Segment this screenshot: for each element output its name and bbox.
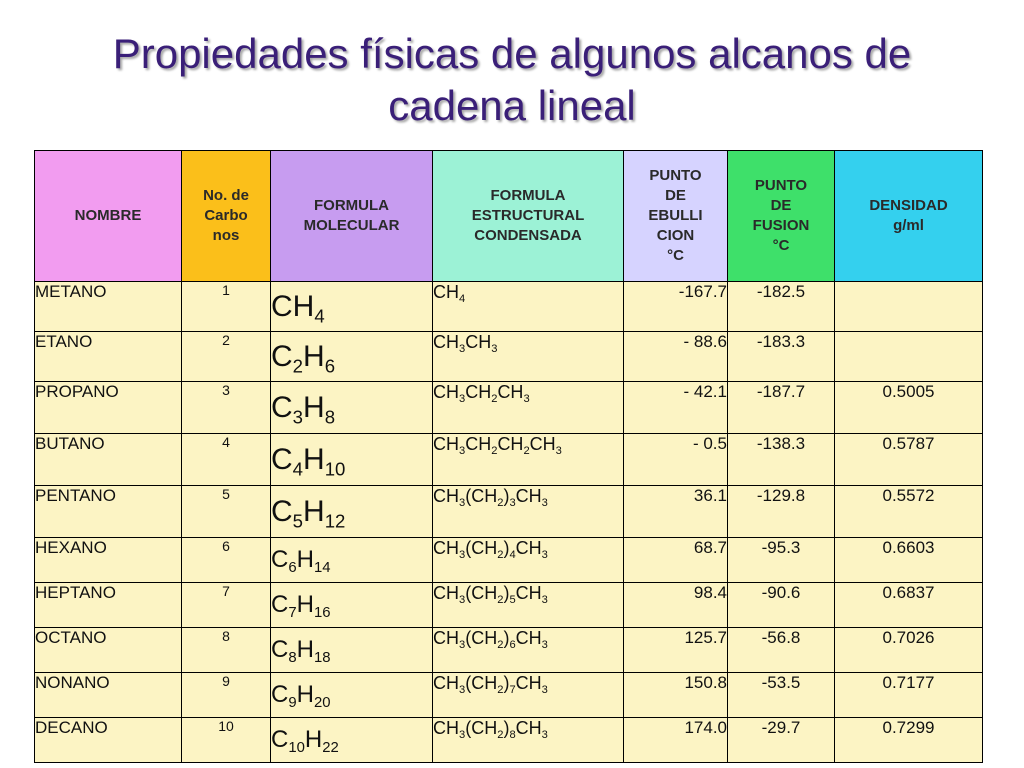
header-ebullicion-line: °C	[667, 247, 684, 264]
formula-text: CH	[515, 583, 542, 603]
header-carbonos	[182, 151, 271, 282]
formula-text: CH	[433, 382, 459, 402]
formula-text: CH	[433, 718, 459, 738]
formula-subscript: 8	[288, 650, 297, 667]
formula-subscript: 3	[459, 444, 466, 457]
formula-text: CH	[465, 382, 492, 402]
cell-fusion: -29.7	[728, 718, 835, 763]
formula-text: CH	[271, 289, 315, 323]
formula-text: H	[296, 546, 314, 573]
cell-nombre: PENTANO	[35, 486, 182, 538]
cell-formula-estructural	[433, 282, 624, 332]
formula-text: )	[503, 486, 510, 506]
cell-fusion: -90.6	[728, 583, 835, 628]
formula-text: (CH	[465, 718, 498, 738]
header-fusion-line: FUSION	[752, 217, 810, 234]
formula-subscript: 3	[491, 342, 498, 355]
formula-subscript: 9	[288, 695, 297, 712]
cell-carbonos: 3	[182, 382, 271, 434]
header-densidad	[835, 151, 983, 282]
formula-subscript: 20	[313, 695, 331, 712]
formula-subscript: 10	[288, 740, 305, 757]
table-row	[35, 628, 983, 673]
header-carbonos-line: Carbo	[204, 207, 248, 224]
formula-text: CH	[515, 673, 542, 693]
cell-nombre: BUTANO	[35, 434, 182, 486]
formula-subscript: 4	[459, 292, 466, 305]
header-fusion-line: PUNTO	[754, 177, 808, 194]
formula-text: CH	[465, 434, 492, 454]
header-formula-estructural-line: CONDENSADA	[474, 227, 582, 244]
formula-subscript: 3	[459, 728, 466, 741]
header-carbonos-line: No. de	[203, 187, 249, 204]
formula-subscript: 2	[491, 392, 498, 405]
cell-ebullicion: 125.7	[624, 628, 728, 673]
formula-subscript: 6	[324, 355, 336, 376]
table-row	[35, 538, 983, 583]
cell-ebullicion: -167.7	[624, 282, 728, 332]
cell-ebullicion: - 0.5	[624, 434, 728, 486]
cell-densidad: 0.7177	[835, 673, 983, 718]
formula-text: H	[296, 681, 314, 708]
formula-text: H	[296, 591, 314, 618]
cell-nombre: PROPANO	[35, 382, 182, 434]
table-row	[35, 434, 983, 486]
header-ebullicion-line: CION	[656, 227, 695, 244]
cell-nombre: HEXANO	[35, 538, 182, 583]
cell-carbonos: 8	[182, 628, 271, 673]
formula-text: )	[503, 583, 510, 603]
formula-text: C	[271, 442, 293, 476]
alkanes-table	[34, 150, 983, 763]
cell-formula-estructural	[433, 673, 624, 718]
formula-text: C	[271, 681, 289, 708]
cell-formula-molecular	[271, 382, 433, 434]
cell-densidad	[835, 282, 983, 332]
header-fusion-line: DE	[770, 197, 792, 214]
formula-text: H	[304, 726, 323, 753]
header-formula-estructural-line: FORMULA	[490, 187, 566, 204]
cell-ebullicion: 36.1	[624, 486, 728, 538]
cell-densidad: 0.5005	[835, 382, 983, 434]
formula-subscript: 5	[509, 593, 516, 606]
formula-text: CH	[433, 282, 459, 302]
header-densidad-line: DENSIDAD	[869, 197, 948, 214]
formula-subscript: 12	[324, 510, 346, 531]
formula-subscript: 3	[541, 593, 548, 606]
formula-text: C	[271, 591, 289, 618]
cell-fusion: -56.8	[728, 628, 835, 673]
cell-ebullicion: 174.0	[624, 718, 728, 763]
cell-densidad: 0.5572	[835, 486, 983, 538]
formula-subscript: 3	[541, 728, 548, 741]
formula-subscript: 3	[541, 496, 548, 509]
formula-subscript: 3	[555, 444, 562, 457]
cell-densidad: 0.5787	[835, 434, 983, 486]
header-ebullicion-line: PUNTO	[649, 167, 702, 184]
cell-carbonos: 10	[182, 718, 271, 763]
cell-formula-molecular	[271, 282, 433, 332]
formula-subscript: 2	[497, 548, 504, 561]
formula-subscript: 3	[459, 548, 466, 561]
header-row	[35, 151, 983, 282]
formula-subscript: 2	[497, 593, 504, 606]
formula-text: )	[503, 673, 510, 693]
formula-text: CH	[515, 628, 542, 648]
cell-carbonos: 1	[182, 282, 271, 332]
formula-subscript: 4	[509, 548, 516, 561]
header-nombre-label: NOMBRE	[74, 207, 142, 224]
formula-subscript: 3	[459, 593, 466, 606]
cell-densidad: 0.7299	[835, 718, 983, 763]
cell-nombre: DECANO	[35, 718, 182, 763]
cell-nombre: METANO	[35, 282, 182, 332]
formula-subscript: 3	[459, 683, 466, 696]
formula-text: (CH	[465, 583, 498, 603]
title-line-1: Propiedades físicas de algunos alcanos de	[112, 30, 912, 77]
formula-subscript: 2	[497, 496, 504, 509]
table-row	[35, 486, 983, 538]
cell-carbonos: 5	[182, 486, 271, 538]
header-formula-estructural-line: ESTRUCTURAL	[471, 207, 585, 224]
formula-subscript: 2	[497, 638, 504, 651]
cell-formula-molecular	[271, 538, 433, 583]
cell-nombre: OCTANO	[35, 628, 182, 673]
cell-nombre: ETANO	[35, 332, 182, 382]
cell-formula-molecular	[271, 673, 433, 718]
formula-subscript: 6	[509, 638, 516, 651]
formula-text: CH	[433, 538, 459, 558]
formula-subscript: 4	[314, 305, 325, 326]
cell-ebullicion: - 42.1	[624, 382, 728, 434]
cell-ebullicion: 68.7	[624, 538, 728, 583]
cell-densidad: 0.6603	[835, 538, 983, 583]
formula-text: CH	[433, 434, 459, 454]
cell-formula-molecular	[271, 583, 433, 628]
formula-text: CH	[433, 673, 459, 693]
formula-text: CH	[433, 332, 459, 352]
cell-densidad: 0.7026	[835, 628, 983, 673]
formula-text: (CH	[465, 628, 498, 648]
formula-subscript: 2	[292, 355, 304, 376]
cell-fusion: -138.3	[728, 434, 835, 486]
formula-text: CH	[433, 583, 459, 603]
header-densidad-line: g/ml	[893, 217, 924, 234]
header-nombre	[35, 151, 182, 282]
formula-subscript: 8	[509, 728, 516, 741]
formula-subscript: 2	[523, 444, 530, 457]
formula-subscript: 3	[523, 392, 530, 405]
formula-text: )	[503, 538, 510, 558]
header-ebullicion	[624, 151, 728, 282]
formula-subscript: 7	[288, 605, 297, 622]
header-carbonos-line: nos	[212, 227, 240, 244]
header-formula-molecular	[271, 151, 433, 282]
formula-text: (CH	[465, 673, 498, 693]
formula-subscript: 3	[459, 638, 466, 651]
formula-text: C	[271, 494, 293, 528]
formula-text: H	[303, 339, 325, 373]
header-fusion	[728, 151, 835, 282]
table-row	[35, 718, 983, 763]
formula-subscript: 14	[313, 560, 331, 577]
table-row	[35, 282, 983, 332]
formula-subscript: 8	[324, 406, 336, 427]
formula-text: CH	[465, 332, 492, 352]
cell-formula-molecular	[271, 434, 433, 486]
title-line-2: cadena lineal	[388, 82, 636, 129]
cell-formula-molecular	[271, 332, 433, 382]
formula-subscript: 3	[541, 548, 548, 561]
header-ebullicion-line: DE	[665, 187, 686, 204]
formula-subscript: 5	[292, 510, 304, 531]
formula-subscript: 18	[313, 650, 331, 667]
formula-text: H	[303, 390, 325, 424]
table-row	[35, 583, 983, 628]
formula-text: C	[271, 726, 289, 753]
cell-fusion: -182.5	[728, 282, 835, 332]
cell-formula-estructural	[433, 486, 624, 538]
formula-text: CH	[515, 538, 542, 558]
cell-formula-molecular	[271, 718, 433, 763]
cell-nombre: HEPTANO	[35, 583, 182, 628]
cell-fusion: -95.3	[728, 538, 835, 583]
formula-subscript: 10	[324, 458, 346, 479]
cell-formula-estructural	[433, 332, 624, 382]
formula-text: CH	[515, 718, 542, 738]
formula-text: (CH	[465, 486, 498, 506]
cell-formula-estructural	[433, 382, 624, 434]
cell-fusion: -53.5	[728, 673, 835, 718]
header-formula-molecular-line: MOLECULAR	[303, 217, 400, 234]
table-body	[35, 282, 983, 763]
header-ebullicion-line: EBULLI	[648, 207, 703, 224]
cell-carbonos: 4	[182, 434, 271, 486]
cell-formula-estructural	[433, 718, 624, 763]
cell-formula-molecular	[271, 486, 433, 538]
cell-carbonos: 6	[182, 538, 271, 583]
cell-fusion: -183.3	[728, 332, 835, 382]
cell-carbonos: 2	[182, 332, 271, 382]
formula-subscript: 16	[313, 605, 331, 622]
cell-formula-estructural	[433, 583, 624, 628]
cell-densidad: 0.6837	[835, 583, 983, 628]
cell-nombre: NONANO	[35, 673, 182, 718]
formula-subscript: 3	[509, 496, 516, 509]
formula-subscript: 22	[322, 740, 339, 757]
formula-text: CH	[433, 628, 459, 648]
formula-subscript: 6	[288, 560, 297, 577]
formula-subscript: 3	[459, 392, 466, 405]
formula-subscript: 3	[459, 342, 466, 355]
formula-text: H	[303, 442, 325, 476]
table-row	[35, 673, 983, 718]
table-row	[35, 332, 983, 382]
formula-text: CH	[497, 434, 524, 454]
formula-text: CH	[529, 434, 556, 454]
formula-subscript: 2	[497, 728, 504, 741]
cell-densidad	[835, 332, 983, 382]
cell-fusion: -187.7	[728, 382, 835, 434]
cell-fusion: -129.8	[728, 486, 835, 538]
page-title	[0, 28, 1024, 132]
formula-text: H	[303, 494, 325, 528]
cell-ebullicion: - 88.6	[624, 332, 728, 382]
formula-text: )	[503, 718, 510, 738]
formula-text: C	[271, 546, 289, 573]
cell-carbonos: 9	[182, 673, 271, 718]
header-fusion-line: °C	[772, 237, 790, 254]
table-row	[35, 382, 983, 434]
formula-subscript: 2	[497, 683, 504, 696]
cell-carbonos: 7	[182, 583, 271, 628]
cell-ebullicion: 98.4	[624, 583, 728, 628]
formula-subscript: 3	[541, 683, 548, 696]
formula-text: CH	[433, 486, 459, 506]
formula-text: CH	[497, 382, 524, 402]
formula-subscript: 4	[292, 458, 304, 479]
formula-text: C	[271, 390, 293, 424]
formula-text: H	[296, 636, 314, 663]
header-formula-molecular-line: FORMULA	[314, 197, 389, 214]
cell-ebullicion: 150.8	[624, 673, 728, 718]
formula-subscript: 2	[491, 444, 498, 457]
formula-text: (CH	[465, 538, 498, 558]
formula-text: C	[271, 339, 293, 373]
formula-subscript: 3	[459, 496, 466, 509]
cell-formula-estructural	[433, 538, 624, 583]
formula-subscript: 7	[509, 683, 516, 696]
formula-text: CH	[515, 486, 542, 506]
header-formula-estructural	[433, 151, 624, 282]
formula-text: )	[503, 628, 510, 648]
cell-formula-estructural	[433, 628, 624, 673]
cell-formula-estructural	[433, 434, 624, 486]
formula-text: C	[271, 636, 289, 663]
formula-subscript: 3	[292, 406, 304, 427]
formula-subscript: 3	[541, 638, 548, 651]
cell-formula-molecular	[271, 628, 433, 673]
